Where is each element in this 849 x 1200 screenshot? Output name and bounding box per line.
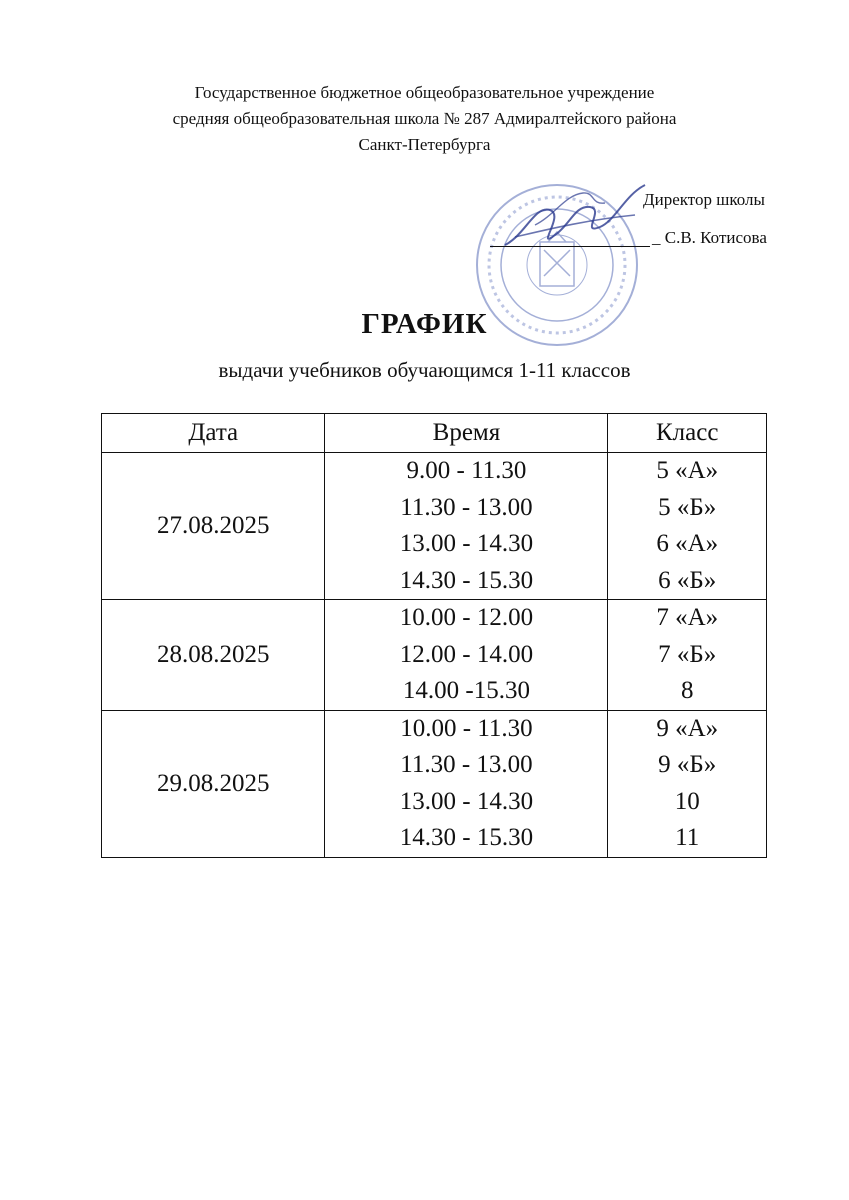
time-slot: 12.00 - 14.00	[399, 640, 534, 668]
time-slot: 11.30 - 13.00	[400, 751, 533, 778]
time-slot: 9.00 - 11.30	[406, 457, 527, 484]
class-cell	[608, 453, 767, 600]
class-label: 11	[675, 824, 700, 851]
table-row	[102, 710, 767, 857]
schedule-table	[101, 413, 767, 858]
class-label: 9 «А»	[656, 714, 719, 742]
time-slot: 10.00 - 11.30	[400, 714, 533, 742]
class-cell	[608, 710, 767, 857]
time-cell	[325, 710, 608, 857]
time-slot: 14.30 - 15.30	[399, 824, 534, 851]
class-label: 7 «А»	[656, 604, 719, 631]
class-cell	[608, 600, 767, 711]
header-line-3: Санкт-Петербурга	[358, 135, 491, 154]
director-role: Директор школы	[643, 190, 765, 209]
class-label: 6 «Б»	[658, 566, 717, 594]
class-label: 10	[674, 787, 700, 815]
header-class: Класс	[608, 414, 767, 453]
header-date: Дата	[102, 414, 325, 453]
header-line-1: Государственное бюджетное общеобразовательное учреждение	[194, 83, 655, 102]
table-header-row	[102, 414, 767, 453]
time-cell	[325, 600, 608, 711]
header-line-2: средняя общеобразовательная школа № 287 Адмиралтейского района	[172, 109, 677, 128]
time-cell	[325, 453, 608, 600]
signature-line	[490, 246, 650, 247]
table-row	[102, 453, 767, 600]
time-slot: 11.30 - 13.00	[400, 493, 533, 521]
document-title: ГРАФИК	[361, 308, 488, 340]
time-slot: 13.00 - 14.30	[399, 787, 534, 815]
director-name: _ С.В. Котисова	[652, 228, 767, 247]
document-subtitle: выдачи учебников обучающимся 1-11 классов	[218, 358, 631, 382]
date-cell: 27.08.2025	[102, 453, 325, 600]
table-row	[102, 600, 767, 711]
time-slot: 10.00 - 12.00	[399, 604, 534, 631]
class-label: 5 «Б»	[658, 493, 717, 521]
date-cell: 28.08.2025	[102, 600, 325, 711]
class-label: 5 «А»	[656, 457, 719, 484]
signature-icon	[495, 175, 655, 265]
date-cell: 29.08.2025	[102, 710, 325, 857]
time-slot: 14.00 -15.30	[402, 677, 530, 704]
class-label: 7 «Б»	[658, 640, 717, 668]
school-header	[0, 80, 849, 158]
time-slot: 13.00 - 14.30	[399, 530, 534, 557]
time-slot: 14.30 - 15.30	[399, 566, 534, 594]
class-label: 9 «Б»	[658, 751, 717, 778]
header-time: Время	[325, 414, 608, 453]
class-label: 6 «А»	[656, 530, 719, 557]
class-label: 8	[680, 677, 694, 704]
